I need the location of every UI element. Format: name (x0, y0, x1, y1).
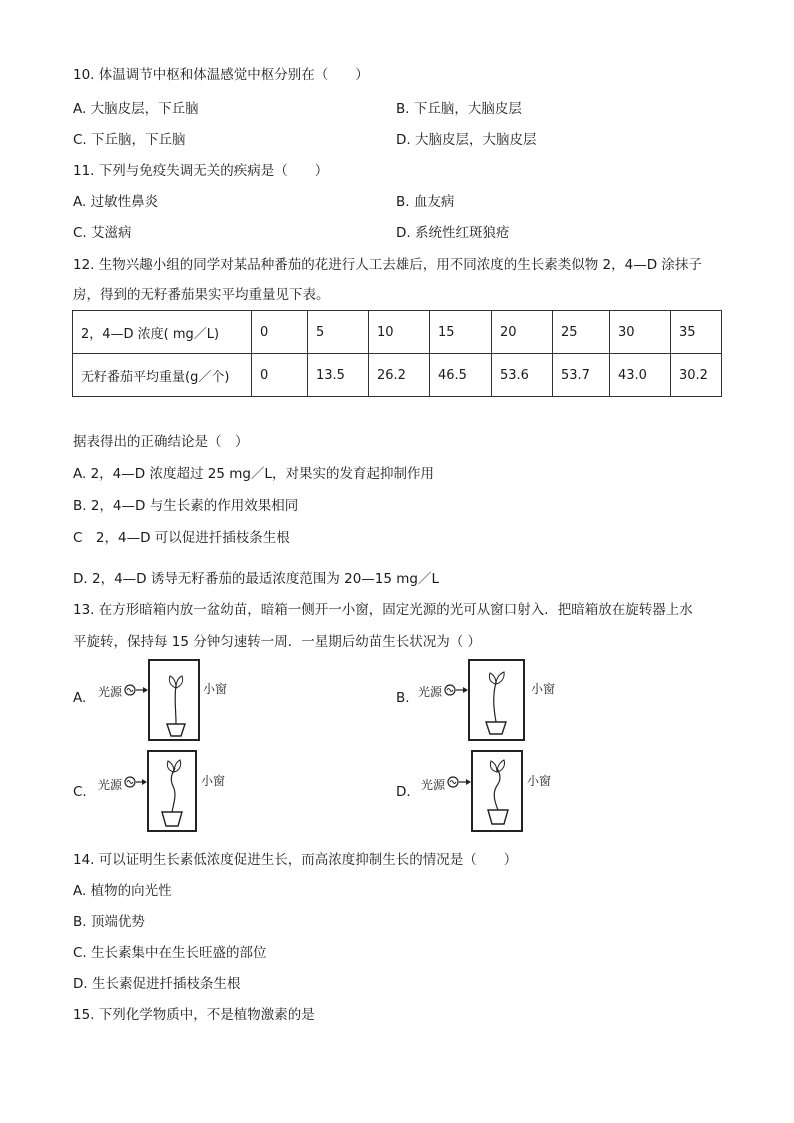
light-source-label: 光源 (421, 778, 446, 792)
window-label: 小窗 (531, 682, 556, 696)
table-cell: 46.5 (430, 354, 492, 397)
q11-stem: 11. 下列与免疫失调无关的疾病是（ ） (73, 163, 329, 179)
table-header-cell: 无籽番茄平均重量(g／个) (73, 354, 252, 397)
table-cell: 20 (492, 311, 553, 354)
option-letter-a: A. (73, 690, 87, 706)
q12-stem-line2: 房，得到的无籽番茄果实平均重量见下表。 (73, 287, 330, 303)
q10-option-c[interactable]: C. 下丘脑，下丘脑 (73, 132, 186, 148)
table-cell: 30 (610, 311, 671, 354)
q13-stem-line2: 平旋转，保持每 15 分钟匀速转一周．一星期后幼苗生长状况为（ ） (73, 634, 482, 650)
table-cell: 26.2 (369, 354, 430, 397)
q12-option-d[interactable]: D. 2，4—D 诱导无籽番茄的最适浓度范围为 20—15 mg／L (73, 571, 440, 587)
window-label: 小窗 (201, 774, 226, 788)
q12-option-a[interactable]: A. 2，4—D 浓度超过 25 mg／L，对果实的发育起抑制作用 (73, 466, 434, 482)
table-header-cell: 2，4—D 浓度( mg／L) (73, 311, 252, 354)
q15-stem: 15. 下列化学物质中，不是植物激素的是 (73, 1007, 315, 1023)
seedling-box-diagram (73, 658, 243, 748)
light-source-label: 光源 (98, 685, 123, 699)
q12-option-b[interactable]: B. 2，4—D 与生长素的作用效果相同 (73, 498, 299, 514)
option-letter-d: D. (396, 784, 411, 800)
table-cell: 35 (671, 311, 722, 354)
q10-option-a[interactable]: A. 大脑皮层，下丘脑 (73, 101, 199, 117)
q14-option-a[interactable]: A. 植物的向光性 (73, 883, 172, 899)
data-table (72, 310, 722, 397)
table-cell: 15 (430, 311, 492, 354)
figure-c[interactable] (73, 748, 243, 838)
q10-option-d[interactable]: D. 大脑皮层，大脑皮层 (396, 132, 537, 148)
table-cell: 53.7 (553, 354, 610, 397)
q11-option-c[interactable]: C. 艾滋病 (73, 225, 132, 241)
table-cell: 5 (308, 311, 369, 354)
q10-stem: 10. 体温调节中枢和体温感觉中枢分别在（ ） (73, 67, 369, 83)
light-source-label: 光源 (98, 778, 123, 792)
option-letter-c: C. (73, 784, 87, 800)
table-cell: 25 (553, 311, 610, 354)
light-source-label: 光源 (418, 685, 443, 699)
q11-option-d[interactable]: D. 系统性红斑狼疮 (396, 225, 510, 241)
table-cell: 0 (252, 311, 308, 354)
q14-option-c[interactable]: C. 生长素集中在生长旺盛的部位 (73, 945, 267, 961)
q10-option-b[interactable]: B. 下丘脑，大脑皮层 (396, 101, 522, 117)
q14-option-b[interactable]: B. 顶端优势 (73, 914, 145, 930)
window-label: 小窗 (203, 682, 228, 696)
figure-a[interactable] (73, 658, 243, 748)
table-cell: 10 (369, 311, 430, 354)
seedling-box-diagram (396, 658, 566, 748)
q13-stem-line1: 13. 在方形暗箱内放一盆幼苗，暗箱一侧开一小窗，固定光源的光可从窗口射入．把暗箱放在旋转器上水 (73, 602, 693, 618)
table-cell: 53.6 (492, 354, 553, 397)
q14-stem: 14. 可以证明生长素低浓度促进生长，而高浓度抑制生长的情况是（ ） (73, 852, 518, 868)
q12-stem-line1: 12. 生物兴趣小组的同学对某品种番茄的花进行人工去雄后，用不同浓度的生长素类似物 2，4—D 涂抹子 (73, 257, 702, 273)
q11-option-b[interactable]: B. 血友病 (396, 194, 455, 210)
q14-option-d[interactable]: D. 生长素促进扦插枝条生根 (73, 976, 241, 992)
q12-option-c[interactable]: C 2，4—D 可以促进扦插枝条生根 (73, 530, 290, 546)
seedling-box-diagram (73, 748, 243, 838)
table-cell: 0 (252, 354, 308, 397)
table-cell: 43.0 (610, 354, 671, 397)
table-cell: 13.5 (308, 354, 369, 397)
table-row (73, 354, 722, 397)
option-letter-b: B. (396, 690, 410, 706)
figure-d[interactable] (396, 748, 566, 838)
q11-option-a[interactable]: A. 过敏性鼻炎 (73, 194, 159, 210)
table-row (73, 311, 722, 354)
figure-b[interactable] (396, 658, 566, 748)
table-cell: 30.2 (671, 354, 722, 397)
q12-question: 据表得出的正确结论是（ ） (73, 434, 249, 450)
seedling-box-diagram (396, 748, 566, 838)
window-label: 小窗 (527, 774, 552, 788)
